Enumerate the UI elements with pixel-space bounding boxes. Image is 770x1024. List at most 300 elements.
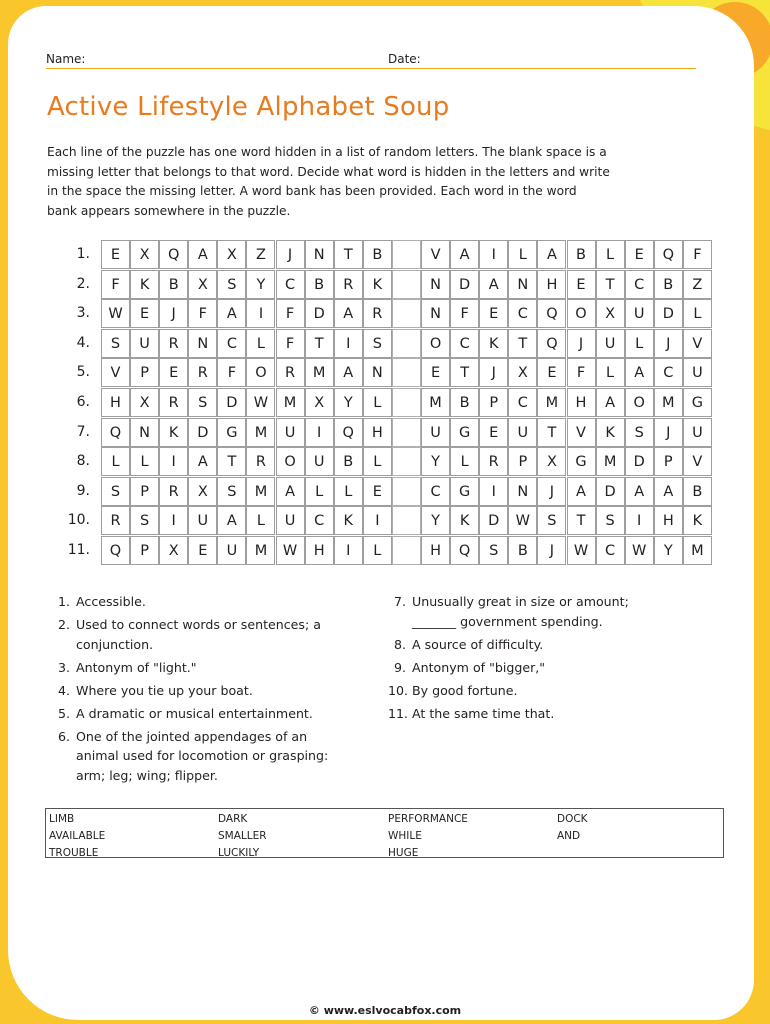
letter-cell: L (246, 329, 275, 358)
letter-cell: E (421, 358, 450, 387)
clue-text: Accessible. (76, 594, 146, 609)
letter-cell: H (363, 418, 392, 447)
letter-cell: X (508, 358, 537, 387)
letter-cell: W (567, 536, 596, 565)
clue-list-left (52, 592, 342, 789)
blank-letter-cell[interactable] (392, 418, 421, 447)
letter-cell: Q (334, 418, 363, 447)
clue-text: At the same time that. (412, 705, 555, 721)
letter-cell: L (450, 447, 479, 476)
word-bank-item: AVAILABLE (49, 830, 106, 842)
letter-cell: T (334, 240, 363, 269)
letter-cell: B (159, 270, 188, 299)
letter-cell: R (479, 447, 508, 476)
letter-cell: Q (537, 329, 566, 358)
letter-cell: D (479, 506, 508, 535)
letter-cell: D (596, 477, 625, 506)
letter-cell: M (683, 536, 712, 565)
letter-cell: A (188, 240, 217, 269)
letter-cell: G (450, 418, 479, 447)
letter-cell: J (479, 358, 508, 387)
clue-item (52, 727, 342, 786)
letter-cell: C (217, 329, 246, 358)
letter-cell: B (305, 270, 334, 299)
puzzle-row (0, 388, 770, 418)
letter-cell: U (130, 329, 159, 358)
letter-cell: L (363, 388, 392, 417)
letter-cell: C (625, 270, 654, 299)
letter-cell: X (217, 240, 246, 269)
letter-cell: A (188, 447, 217, 476)
clue-number: 5. (57, 705, 70, 721)
letter-cell: P (130, 358, 159, 387)
letter-cell: F (683, 240, 712, 269)
letter-cell: S (101, 329, 130, 358)
letter-cell: L (246, 506, 275, 535)
letter-cell: R (276, 358, 305, 387)
letter-cell: T (567, 506, 596, 535)
clue-text: A source of difficulty. (412, 636, 544, 652)
letter-cell: U (683, 418, 712, 447)
letter-cell: N (508, 477, 537, 506)
letter-cell: T (217, 447, 246, 476)
letter-cell: N (188, 329, 217, 358)
letter-cell: R (159, 329, 188, 358)
blank-letter-cell[interactable] (392, 270, 421, 299)
date-label: Date: (388, 52, 421, 66)
letter-cell: E (101, 240, 130, 269)
letter-cell: A (625, 358, 654, 387)
letter-cell: L (101, 447, 130, 476)
letter-cell: Z (246, 240, 275, 269)
letter-cell: S (596, 506, 625, 535)
letter-cell: U (276, 506, 305, 535)
letter-cell: L (363, 536, 392, 565)
puzzle-row (0, 477, 770, 507)
row-number: 10. (67, 512, 90, 529)
letter-cell: N (130, 418, 159, 447)
letter-cell: Q (159, 240, 188, 269)
letter-cell: I (305, 418, 334, 447)
row-number: 5. (76, 364, 90, 381)
instructions (47, 143, 647, 221)
letter-cell: V (421, 240, 450, 269)
letter-cell: I (479, 240, 508, 269)
letter-cell: A (567, 477, 596, 506)
letter-cell: V (567, 418, 596, 447)
letter-cell: K (479, 329, 508, 358)
letter-cell: U (508, 418, 537, 447)
letter-cell: U (596, 329, 625, 358)
letter-cell: R (188, 358, 217, 387)
instruction-line: in the space the missing letter. A word bank has been provided. Each word in the word (47, 184, 577, 199)
word-bank-item: DARK (218, 813, 248, 825)
letter-cell: U (625, 299, 654, 328)
letter-cell: B (508, 536, 537, 565)
word-bank-item: HUGE (388, 847, 419, 859)
letter-cell: I (625, 506, 654, 535)
letter-cell: A (537, 240, 566, 269)
letter-cell: U (217, 536, 246, 565)
letter-cell: N (421, 299, 450, 328)
word-bank-item: WHILE (388, 830, 422, 842)
letter-cell: H (567, 388, 596, 417)
letter-cell: W (246, 388, 275, 417)
letter-cell: E (363, 477, 392, 506)
letter-cell: Q (101, 536, 130, 565)
letter-cell: T (537, 418, 566, 447)
row-number: 3. (76, 305, 90, 322)
puzzle-row (0, 299, 770, 329)
clue-number: 10. (388, 682, 409, 698)
clue-item (52, 615, 342, 654)
letter-cell: Y (421, 447, 450, 476)
letter-cell: U (188, 506, 217, 535)
letter-cell: X (188, 477, 217, 506)
letter-cell: L (130, 447, 159, 476)
letter-cell: H (537, 270, 566, 299)
clue-text: Where you tie up your boat. (76, 682, 253, 698)
letter-cell: T (450, 358, 479, 387)
clue-text: Antonym of "light." (76, 659, 197, 675)
clue-number: 2. (57, 617, 70, 632)
letter-cell: C (654, 358, 683, 387)
clue-text: By good fortune. (412, 682, 518, 698)
letter-cell: A (276, 477, 305, 506)
puzzle-row (0, 536, 770, 566)
letter-cell: P (130, 536, 159, 565)
clue-text: Unusually great in size or amount; _______ government spending. (412, 594, 629, 629)
letter-cell: R (159, 388, 188, 417)
letter-cell: B (683, 477, 712, 506)
letter-cell: O (625, 388, 654, 417)
letter-cell: F (276, 329, 305, 358)
letter-cell: T (508, 329, 537, 358)
letter-cell: F (217, 358, 246, 387)
letter-cell: E (625, 240, 654, 269)
letter-cell: C (276, 270, 305, 299)
clue-number: 4. (57, 682, 70, 698)
letter-cell: F (101, 270, 130, 299)
letter-cell: A (334, 358, 363, 387)
blank-letter-cell[interactable] (392, 506, 421, 535)
letter-cell: X (188, 270, 217, 299)
letter-cell: D (450, 270, 479, 299)
row-number: 9. (76, 482, 90, 499)
letter-cell: W (276, 536, 305, 565)
word-bank-item: LUCKILY (218, 847, 260, 859)
clue-number: 1. (57, 594, 70, 609)
letter-cell: N (305, 240, 334, 269)
letter-cell: B (334, 447, 363, 476)
letter-cell: M (654, 388, 683, 417)
letter-cell: L (683, 299, 712, 328)
letter-cell: C (305, 506, 334, 535)
letter-cell: Q (654, 240, 683, 269)
letter-cell: F (188, 299, 217, 328)
blank-letter-cell[interactable] (392, 477, 421, 506)
clue-text: Used to connect words or sentences; a conjunction. (76, 617, 321, 652)
letter-cell: S (479, 536, 508, 565)
clue-item (52, 592, 342, 612)
word-bank-column (557, 811, 588, 845)
letter-cell: A (217, 506, 246, 535)
clue-item (388, 704, 658, 724)
blank-letter-cell[interactable] (392, 299, 421, 328)
clue-text: A dramatic or musical entertainment. (76, 705, 313, 721)
letter-cell: P (654, 447, 683, 476)
letter-cell: O (276, 447, 305, 476)
letter-cell: S (130, 506, 159, 535)
letter-cell: O (246, 358, 275, 387)
letter-cell: A (596, 388, 625, 417)
puzzle-row (0, 240, 770, 270)
letter-cell: E (567, 270, 596, 299)
clue-item (52, 681, 342, 701)
letter-cell: D (654, 299, 683, 328)
letter-cell: J (654, 418, 683, 447)
instruction-line: bank appears somewhere in the puzzle. (47, 203, 291, 218)
letter-cell: L (508, 240, 537, 269)
letter-cell: I (334, 536, 363, 565)
letter-cell: J (654, 329, 683, 358)
letter-cell: G (567, 447, 596, 476)
letter-cell: P (508, 447, 537, 476)
row-number: 1. (76, 246, 90, 262)
letter-cell: K (596, 418, 625, 447)
letter-cell: L (625, 329, 654, 358)
letter-cell: J (159, 299, 188, 328)
letter-cell: Q (101, 418, 130, 447)
letter-cell: C (596, 536, 625, 565)
word-bank-item: SMALLER (218, 830, 267, 842)
letter-cell: R (101, 506, 130, 535)
puzzle-row (0, 358, 770, 388)
letter-cell: F (450, 299, 479, 328)
letter-cell: S (101, 477, 130, 506)
letter-cell: S (217, 477, 246, 506)
blank-letter-cell[interactable] (392, 388, 421, 417)
puzzle-row (0, 506, 770, 536)
word-bank-item: LIMB (49, 813, 75, 825)
row-number: 4. (76, 334, 90, 351)
letter-cell: Q (537, 299, 566, 328)
letter-cell: K (130, 270, 159, 299)
letter-cell: A (450, 240, 479, 269)
letter-cell: P (479, 388, 508, 417)
letter-cell: A (625, 477, 654, 506)
letter-cell: F (276, 299, 305, 328)
letter-cell: Q (450, 536, 479, 565)
letter-cell: M (246, 477, 275, 506)
letter-cell: L (305, 477, 334, 506)
letter-cell: H (305, 536, 334, 565)
name-label: Name: (46, 52, 86, 66)
letter-cell: F (567, 358, 596, 387)
row-number: 11. (67, 542, 90, 558)
row-number: 6. (76, 394, 90, 410)
word-bank-column (218, 811, 267, 862)
letter-cell: X (596, 299, 625, 328)
name-date-line (46, 50, 696, 69)
letter-cell: M (246, 418, 275, 447)
letter-cell: S (537, 506, 566, 535)
puzzle-row (0, 270, 770, 300)
letter-cell: E (159, 358, 188, 387)
letter-cell: M (305, 358, 334, 387)
letter-cell: Y (334, 388, 363, 417)
letter-cell: R (363, 299, 392, 328)
letter-cell: I (363, 506, 392, 535)
word-bank-item: DOCK (557, 813, 588, 825)
letter-cell: E (130, 299, 159, 328)
letter-cell: X (130, 240, 159, 269)
letter-cell: M (596, 447, 625, 476)
row-number: 8. (76, 453, 90, 470)
word-bank-item: PERFORMANCE (388, 813, 468, 825)
letter-cell: I (334, 329, 363, 358)
letter-cell: X (537, 447, 566, 476)
letter-cell: I (479, 477, 508, 506)
footer-copyright: © www.eslvocabfox.com (308, 1004, 462, 1017)
clue-item (388, 635, 658, 655)
letter-cell: L (596, 358, 625, 387)
letter-cell: E (188, 536, 217, 565)
letter-cell: D (217, 388, 246, 417)
word-bank-column (49, 811, 105, 862)
letter-cell: U (683, 358, 712, 387)
clue-number: 8. (393, 636, 406, 652)
word-bank (45, 808, 724, 858)
letter-cell: H (421, 536, 450, 565)
letter-cell: M (276, 388, 305, 417)
letter-cell: W (508, 506, 537, 535)
word-bank-item: AND (557, 830, 581, 842)
clue-list-right (388, 592, 658, 727)
letter-cell: M (246, 536, 275, 565)
letter-cell: J (567, 329, 596, 358)
letter-cell: K (159, 418, 188, 447)
letter-cell: X (305, 388, 334, 417)
clue-item (388, 681, 658, 701)
letter-cell: K (683, 506, 712, 535)
instruction-line: missing letter that belongs to that word. Decide what word is hidden in the letters and write (47, 164, 610, 179)
clue-number: 7. (393, 594, 406, 609)
letter-cell: I (246, 299, 275, 328)
letter-cell: N (508, 270, 537, 299)
letter-cell: I (159, 447, 188, 476)
row-number: 7. (76, 423, 90, 440)
word-bank-item: TROUBLE (49, 847, 99, 859)
letter-cell: O (421, 329, 450, 358)
blank-letter-cell[interactable] (392, 447, 421, 476)
letter-cell: N (421, 270, 450, 299)
letter-cell: A (479, 270, 508, 299)
letter-cell: X (130, 388, 159, 417)
letter-cell: Z (683, 270, 712, 299)
letter-cell: W (625, 536, 654, 565)
letter-cell: L (334, 477, 363, 506)
blank-letter-cell[interactable] (392, 329, 421, 358)
letter-cell: V (101, 358, 130, 387)
page-title: Active Lifestyle Alphabet Soup (47, 92, 450, 122)
letter-cell: E (479, 299, 508, 328)
letter-cell: G (683, 388, 712, 417)
clue-number: 3. (57, 659, 70, 675)
row-number: 2. (76, 275, 90, 292)
letter-cell: C (450, 329, 479, 358)
letter-cell: J (537, 477, 566, 506)
letter-cell: B (363, 240, 392, 269)
letter-cell: R (334, 270, 363, 299)
letter-cell: A (334, 299, 363, 328)
letter-cell: S (363, 329, 392, 358)
letter-cell: J (537, 536, 566, 565)
clue-text: Antonym of "bigger," (412, 659, 546, 675)
letter-cell: M (537, 388, 566, 417)
letter-cell: G (217, 418, 246, 447)
letter-cell: U (276, 418, 305, 447)
letter-cell: D (188, 418, 217, 447)
letter-cell: A (217, 299, 246, 328)
clue-number: 6. (57, 728, 70, 744)
letter-cell: K (363, 270, 392, 299)
letter-cell: V (683, 329, 712, 358)
word-bank-column (388, 811, 468, 862)
blank-letter-cell[interactable] (392, 240, 421, 269)
letter-cell: B (567, 240, 596, 269)
letter-cell: U (305, 447, 334, 476)
letter-cell: A (654, 477, 683, 506)
letter-cell: L (363, 447, 392, 476)
letter-cell: U (421, 418, 450, 447)
letter-cell: M (421, 388, 450, 417)
letter-cell: O (567, 299, 596, 328)
letter-cell: B (450, 388, 479, 417)
letter-cell: T (596, 270, 625, 299)
clue-item (388, 592, 658, 631)
instruction-line: Each line of the puzzle has one word hidden in a list of random letters. The blank space is a (47, 145, 607, 159)
clue-item (52, 658, 342, 678)
letter-cell: R (246, 447, 275, 476)
letter-cell: H (101, 388, 130, 417)
letter-cell: V (683, 447, 712, 476)
letter-cell: L (596, 240, 625, 269)
letter-cell: P (130, 477, 159, 506)
letter-cell: E (537, 358, 566, 387)
blank-letter-cell[interactable] (392, 536, 421, 565)
letter-cell: S (217, 270, 246, 299)
letter-cell: B (654, 270, 683, 299)
letter-cell: Y (654, 536, 683, 565)
blank-letter-cell[interactable] (392, 358, 421, 387)
letter-cell: C (421, 477, 450, 506)
letter-cell: R (159, 477, 188, 506)
letter-cell: I (159, 506, 188, 535)
letter-cell: Y (421, 506, 450, 535)
letter-cell: N (363, 358, 392, 387)
letter-cell: H (654, 506, 683, 535)
letter-cell: S (188, 388, 217, 417)
clue-number: 9. (393, 659, 406, 675)
clue-item (388, 658, 658, 678)
puzzle-row (0, 329, 770, 359)
puzzle-row (0, 418, 770, 448)
letter-cell: K (334, 506, 363, 535)
clue-item (52, 704, 342, 724)
letter-cell: C (508, 299, 537, 328)
clue-number: 11. (388, 705, 409, 721)
